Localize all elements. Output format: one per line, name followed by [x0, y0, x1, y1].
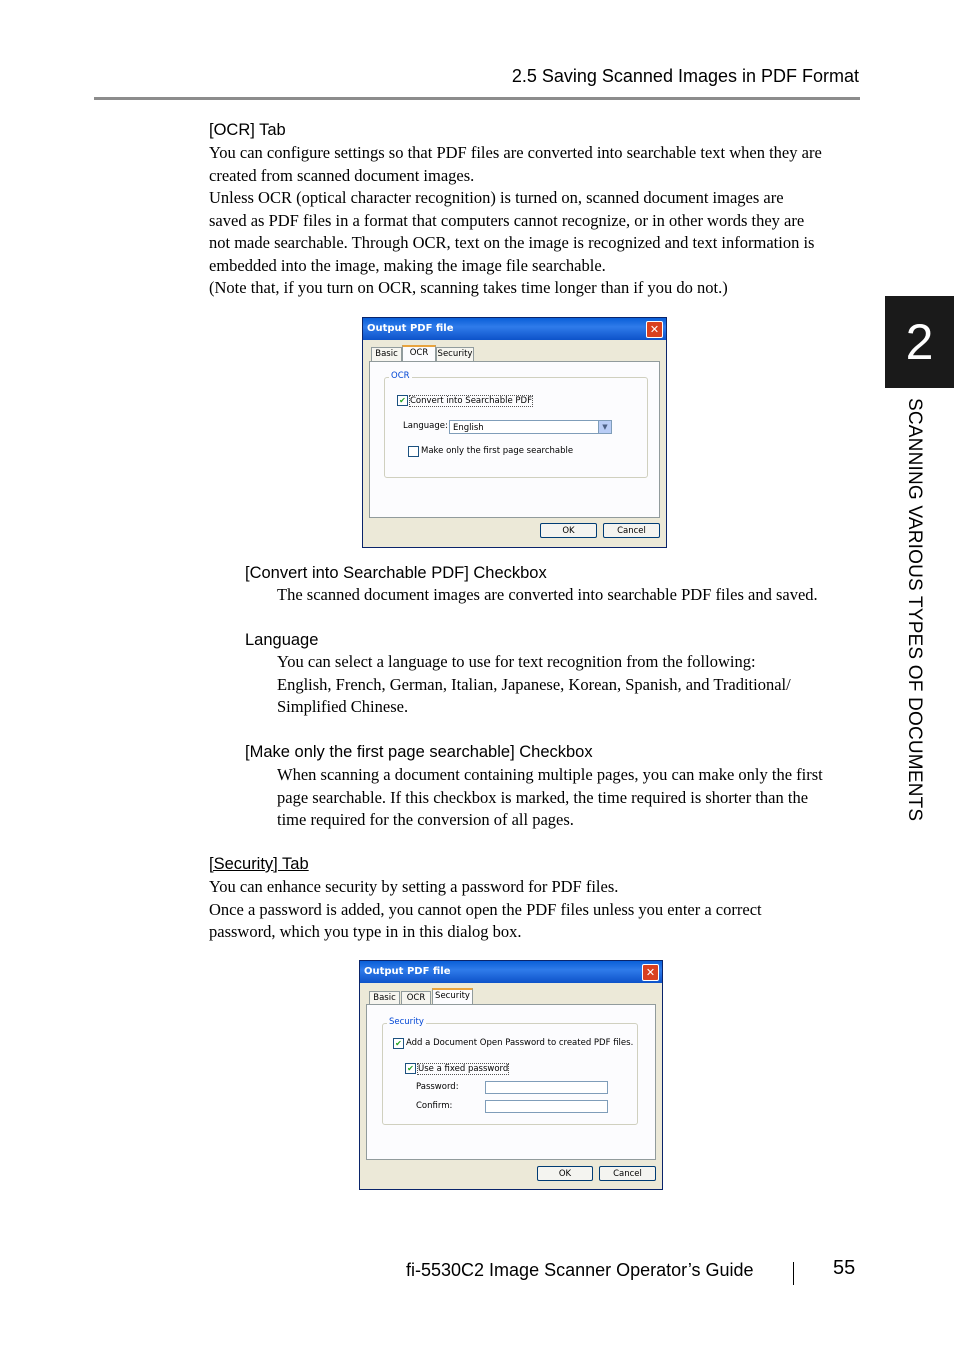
tab-ocr[interactable]: OCR: [401, 991, 431, 1005]
paragraph-line: Simplified Chinese.: [277, 697, 409, 716]
security-tab-description: [209, 876, 762, 944]
chevron-down-icon[interactable]: ▼: [598, 421, 611, 433]
paragraph-line: You can configure settings so that PDF files are converted into searchable text when they are: [209, 143, 822, 162]
first-page-label: Make only the first page searchable: [421, 446, 574, 456]
chapter-title-vertical: SCANNING VARIOUS TYPES OF DOCUMENTS: [904, 398, 925, 822]
cancel-button[interactable]: Cancel: [599, 1166, 656, 1181]
output-pdf-dialog-ocr: [362, 317, 667, 548]
first-page-heading: [Make only the first page searchable] Checkbox: [245, 743, 593, 761]
tab-security[interactable]: Security: [432, 988, 473, 1004]
ok-button[interactable]: OK: [540, 523, 597, 538]
paragraph-line: The scanned document images are converted into searchable PDF files and saved.: [277, 585, 818, 604]
add-password-label: Add a Document Open Password to created PDF files.: [406, 1038, 634, 1048]
paragraph-line: You can enhance security by setting a password for PDF files.: [209, 877, 619, 896]
output-pdf-dialog-security: [359, 960, 663, 1190]
language-description: [277, 651, 791, 719]
tab-basic[interactable]: Basic: [369, 991, 400, 1005]
convert-checkbox-description: [277, 584, 818, 607]
fixed-password-label: Use a fixed password: [418, 1064, 509, 1074]
paragraph-line: Once a password is added, you cannot open the PDF files unless you enter a correct: [209, 899, 762, 919]
dialog-title: Output PDF file: [364, 966, 451, 977]
add-password-checkbox[interactable]: ✔: [393, 1038, 404, 1049]
paragraph-line: time required for the conversion of all pages.: [277, 810, 574, 829]
password-input[interactable]: [485, 1081, 608, 1094]
chapter-number-tab: 2: [885, 296, 954, 388]
dialog-title: Output PDF file: [367, 323, 454, 334]
paragraph-line: When scanning a document containing multiple pages, you can make only the first: [277, 765, 823, 784]
paragraph-line: saved as PDF files in a format that computers cannot recognize, or in other words they are: [209, 210, 805, 230]
language-heading: Language: [245, 631, 319, 649]
confirm-label: Confirm:: [416, 1101, 453, 1111]
tab-panel: [366, 1004, 656, 1160]
fixed-password-checkbox[interactable]: ✔: [405, 1063, 416, 1074]
ocr-tab-description: [209, 142, 822, 300]
paragraph-line: password, which you type in in this dialog box.: [209, 922, 522, 941]
password-label: Password:: [416, 1082, 459, 1092]
tab-security[interactable]: Security: [437, 349, 473, 359]
paragraph-line: page searchable. If this checkbox is marked, the time required is shorter than the: [277, 787, 809, 807]
paragraph-line: English, French, German, Italian, Japanese, Korean, Spanish, and Traditional/: [277, 674, 791, 694]
confirm-input[interactable]: [485, 1100, 608, 1113]
paragraph-line: You can select a language to use for text recognition from the following:: [277, 652, 756, 671]
paragraph-line: Unless OCR (optical character recognition) is turned on, scanned document images are: [209, 188, 784, 207]
security-group-label: Security: [389, 1017, 424, 1027]
close-icon[interactable]: ✕: [646, 321, 663, 338]
paragraph-line: created from scanned document images.: [209, 165, 475, 185]
language-value: English: [453, 423, 484, 433]
language-select[interactable]: [449, 420, 612, 434]
convert-checkbox-heading: [Convert into Searchable PDF] Checkbox: [245, 564, 547, 582]
first-page-checkbox[interactable]: [408, 446, 419, 457]
paragraph-line: not made searchable. Through OCR, text on the image is recognized and text information is: [209, 233, 815, 252]
tab-ocr[interactable]: OCR: [402, 345, 436, 361]
paragraph-line: embedded into the image, making the image file searchable.: [209, 255, 606, 275]
language-label: Language:: [403, 421, 448, 431]
dialog-title-bar: [360, 961, 662, 983]
security-tab-heading: [Security] Tab: [209, 855, 309, 873]
footer-separator: [793, 1262, 794, 1285]
ok-button[interactable]: OK: [537, 1166, 593, 1181]
cancel-button[interactable]: Cancel: [603, 523, 660, 538]
ocr-tab-heading: [OCR] Tab: [209, 121, 286, 139]
tab-panel: [369, 361, 660, 518]
page-number: 55: [833, 1257, 856, 1279]
close-icon[interactable]: ✕: [642, 964, 659, 981]
ocr-group-label: OCR: [391, 371, 410, 381]
paragraph-line: (Note that, if you turn on OCR, scanning takes time longer than if you do not.): [209, 278, 728, 297]
convert-searchable-checkbox[interactable]: ✔: [397, 395, 408, 406]
running-header: 2.5 Saving Scanned Images in PDF Format: [511, 66, 859, 86]
footer-guide-title: fi-5530C2 Image Scanner Operator’s Guide: [406, 1260, 754, 1280]
dialog-title-bar: [363, 318, 666, 340]
convert-searchable-label: Convert into Searchable PDF: [410, 396, 532, 406]
first-page-description: [277, 764, 823, 832]
header-rule: [94, 97, 860, 100]
tab-basic[interactable]: Basic: [371, 347, 402, 361]
